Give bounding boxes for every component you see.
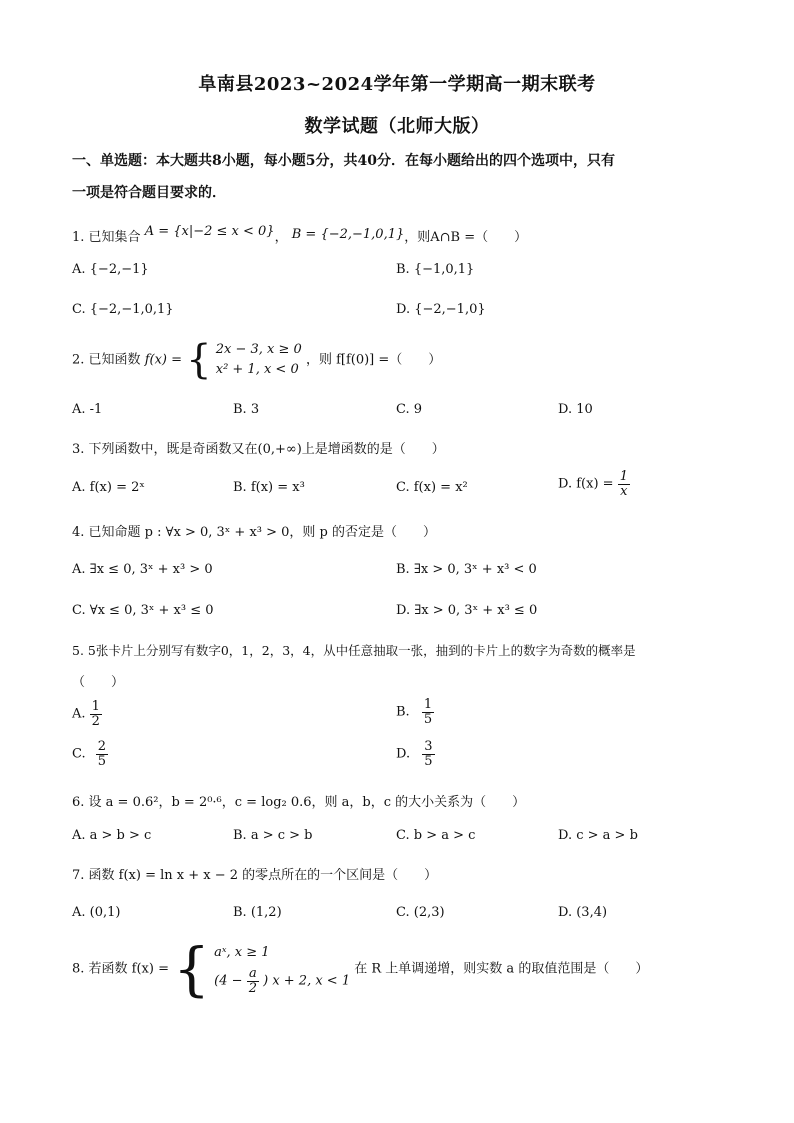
q5-option-a-num: 1 <box>91 699 100 714</box>
q5-option-b-label: B. <box>396 704 410 720</box>
q6-option-c: C. b > a > c <box>396 828 476 843</box>
section-heading: 一、单选题：本大题共8小题，每小题5分，共40分．在每小题给出的四个选项中，只有 <box>72 153 615 169</box>
q1-set-a: A = {x|−2 ≤ x < 0} <box>144 224 275 239</box>
q1-option-d: D. {−2,−1,0} <box>396 302 486 317</box>
q1-set-b: B = {−2,−1,0,1} <box>291 227 405 242</box>
q6-option-b: B. a > c > b <box>233 828 313 843</box>
q7-option-a: A. (0,1) <box>72 905 121 920</box>
question-6: 6. 设 a = 0.6²，b = 2⁰·⁶，c = log₂ 0.6，则 a，b，c 的大小关系为（ ） <box>72 795 526 810</box>
q5-option-a <box>72 700 102 728</box>
q8-case-1: aˣ, x ≥ 1 <box>214 944 270 960</box>
q5-option-c-den: 5 <box>97 753 107 769</box>
q8-case-2-den: 2 <box>248 980 257 996</box>
q2-option-c: C. 9 <box>396 402 423 417</box>
q8-case-2-open: (4 − <box>214 973 243 989</box>
q2-case-2: x² + 1, x < 0 <box>215 362 299 378</box>
q5-option-d-num: 3 <box>424 739 433 754</box>
q5-option-d-fraction <box>422 740 434 768</box>
q5-option-a-fraction <box>90 700 102 728</box>
question-8 <box>72 935 649 1003</box>
question-5: 5. 5张卡片上分别写有数字0，1，2，3，4，从中任意抽取一张，抽到的卡片上的数字为奇数的概率是 <box>72 643 636 658</box>
q3-option-d-den: x <box>620 483 628 499</box>
q2-brace: { <box>186 337 212 384</box>
question-2 <box>72 337 442 384</box>
q1-option-a: A. {−2,−1} <box>72 262 149 277</box>
q1-option-c: C. {−2,−1,0,1} <box>72 302 174 317</box>
q2-case-1: 2x − 3, x ≥ 0 <box>215 342 302 357</box>
q5-option-b-den: 5 <box>423 711 433 727</box>
q1-prefix: 1. 已知集合 <box>72 230 141 245</box>
q3-option-d-fraction <box>618 470 630 498</box>
q8-brace: { <box>173 935 211 1003</box>
paper-subtitle: 数学试题（北师大版） <box>304 116 490 137</box>
q5-option-c-label: C. <box>72 746 86 762</box>
q3-option-d-num: 1 <box>619 469 628 484</box>
q3-option-a: A. f(x) = 2ˣ <box>72 480 145 495</box>
question-3: 3. 下列函数中，既是奇函数又在(0,+∞)上是增函数的是（ ） <box>72 442 445 457</box>
q5-option-b <box>396 698 434 726</box>
q8-case-2-fraction <box>247 967 259 995</box>
q5-option-b-num: 1 <box>423 697 433 712</box>
q3-option-d <box>558 470 630 498</box>
q8-case-2-num: a <box>247 967 259 982</box>
q8-case-2-close: ) x + 2, x < 1 <box>263 973 351 989</box>
q5-option-b-fraction <box>422 698 434 726</box>
q2-fx: f(x) = <box>144 352 182 368</box>
q3-option-b: B. f(x) = x³ <box>233 480 305 495</box>
q2-option-a: A. -1 <box>72 402 103 417</box>
q4-option-a: A. ∃x ≤ 0, 3ˣ + x³ > 0 <box>72 562 213 577</box>
q6-option-d: D. c > a > b <box>558 828 638 843</box>
q8-ask: 在 R 上单调递增，则实数 a 的取值范围是（ ） <box>354 961 649 977</box>
q2-cases <box>216 340 302 380</box>
q5-option-c-fraction <box>96 740 108 768</box>
q6-option-a: A. a > b > c <box>72 828 152 843</box>
q4-option-b: B. ∃x > 0, 3ˣ + x³ < 0 <box>396 562 537 577</box>
q7-option-d: D. (3,4) <box>558 905 608 920</box>
q8-cases <box>214 943 350 995</box>
q5-option-a-den: 2 <box>91 713 100 729</box>
q5-option-d <box>396 740 435 768</box>
q1-sep: ， <box>274 230 288 245</box>
q5-option-a-label: A. <box>72 706 86 722</box>
question-4: 4. 已知命题 p : ∀x > 0, 3ˣ + x³ > 0，则 p 的否定是（ ） <box>72 525 437 540</box>
q5-option-c-num: 2 <box>97 739 107 754</box>
q3-option-d-label: D. f(x) = <box>558 476 614 492</box>
q2-prefix: 2. 已知函数 <box>72 352 141 368</box>
section-heading-cont: 一项是符合题目要求的． <box>72 185 226 201</box>
q3-option-c: C. f(x) = x² <box>396 480 468 495</box>
q8-prefix: 8. 若函数 f(x) = <box>72 961 169 977</box>
q2-option-b: B. 3 <box>233 402 260 417</box>
q4-option-d: D. ∃x > 0, 3ˣ + x³ ≤ 0 <box>396 603 538 618</box>
q5-option-d-den: 5 <box>424 753 433 769</box>
q1-ask: ，则A∩B =（ ） <box>404 230 528 245</box>
q7-option-c: C. (2,3) <box>396 905 445 920</box>
q2-ask: ，则 f[f(0)] =（ ） <box>305 352 442 368</box>
question-1 <box>72 226 527 245</box>
q4-option-c: C. ∀x ≤ 0, 3ˣ + x³ ≤ 0 <box>72 603 214 618</box>
q2-option-d: D. 10 <box>558 402 593 417</box>
q5-option-d-label: D. <box>396 746 411 762</box>
q8-case-2 <box>214 967 350 995</box>
question-5-cont: （ ） <box>72 675 125 690</box>
q5-option-c <box>72 740 108 768</box>
paper-title: 阜南县2023~2024学年第一学期高一期末联考 <box>198 74 596 95</box>
question-7: 7. 函数 f(x) = ln x + x − 2 的零点所在的一个区间是（ ） <box>72 868 438 883</box>
q7-option-b: B. (1,2) <box>233 905 282 920</box>
q1-option-b: B. {−1,0,1} <box>396 262 475 277</box>
